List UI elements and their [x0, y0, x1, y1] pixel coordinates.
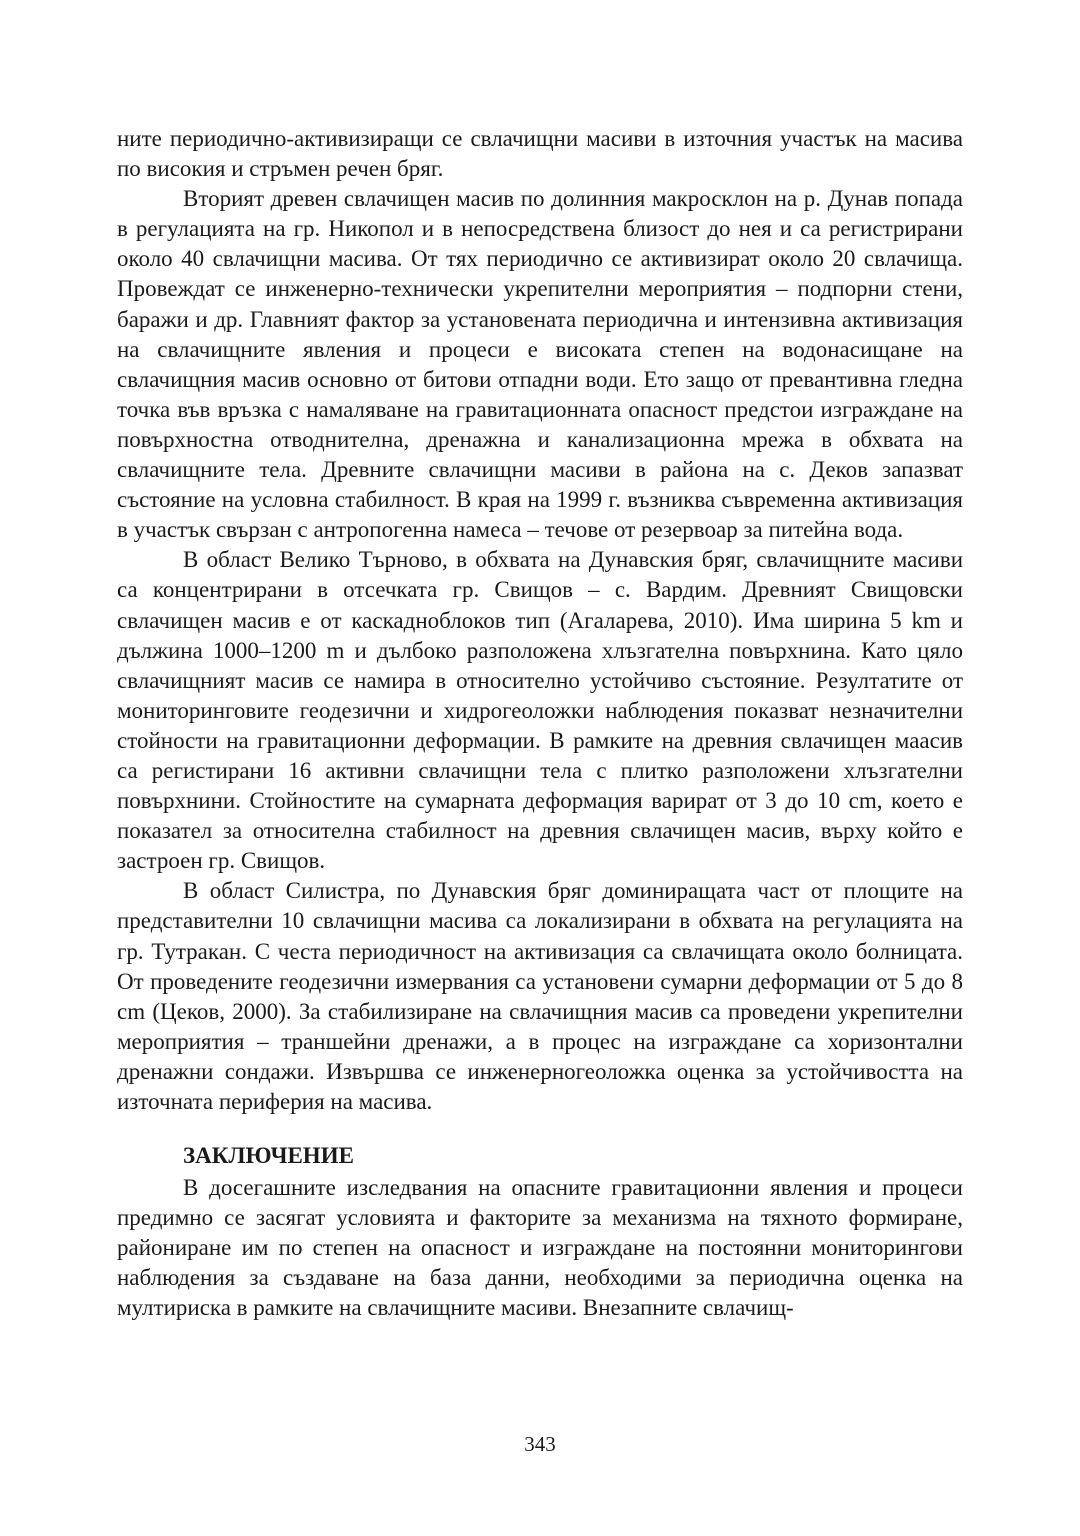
page-number: 343	[524, 1432, 556, 1456]
paragraph-conclusion: В досегашните изследвания на опасните гравитационни явления и процеси предимно се засягат условията и факторите за механизма на тяхното формиране, райониране им по степен на опасност и изграждане на постоянни мониторингови наблюдения за създаване на база данни, необходими за периодична оценка на мултириска в рамките на свлачищните масиви. Внезапните свлачищ-	[117, 1175, 963, 1321]
paragraph-veliko-tarnovo: В област Велико Търново, в обхвата на Дунавския бряг, свлачищните масиви са концентрирани в отсечката гр. Свищов – с. Вардим. Древният Свищовски свлачищен масив е от каскадноблоков тип (Агаларева, 2010). Има ширина 5 km и дължина 1000–1200 m и дълбоко разположена хлъзгателна повърхнина. Като цяло свлачищният масив се намира в относително устойчиво състояние. Резултатите от мониторинговите геодезични и хидрогеоложки наблюдения показват незначителни стойности на гравитационни деформации. В рамките на древния свлачищен маасив са регистирани 16 активни свлачищни тела с плитко разположени хлъзгателни повърхнини. Стойностите на сумарната деформация варират от 3 до 10 cm, което е показател за относителна стабилност на древния свлачищен масив, върху който е застроен гр. Свищов.	[117, 547, 963, 874]
paragraph-continuation: ните периодично-активизиращи се свлачищни масиви в източния участък на масива по високия и стръмен речен бряг.	[117, 126, 963, 182]
paragraph-silistra: В област Силистра, по Дунавския бряг доминиращата част от площите на представителни 10 свлачищни масива са локализирани в обхвата на регулацията на гр. Тутракан. С честа периодичност на активизация са свлачищата около болницата. От проведените геодезични измервания са установени сумарни деформации от 5 до 8 cm (Цеков, 2000). За стабилизиране на свлачищния масив са проведени укрепителни мероприятия – траншейни дренажи, а в процес на изграждане са хоризонтални дренажни сондажи. Извършва се инженерногеоложка оценка за устойчивостта на източната периферия на масива.	[117, 878, 963, 1114]
body-text	[117, 124, 963, 1324]
section-heading-conclusion: ЗАКЛЮЧЕНИЕ	[183, 1143, 354, 1169]
paragraph-nikopol: Вторият древен свлачищен масив по долинния макросклон на р. Дунав попада в регулацията на гр. Никопол и в непосредствена близост до нея и са регистрирани около 40 свлачищни масива. От тях периодично се активизират около 20 свлачища. Провеждат се инженерно-технически укрепителни мероприятия – подпорни стени, баражи и др. Главният фактор за установената периодична и интензивна активизация на свлачищните явления и процеси е високата степен на водонасищане на свлачищния масив основно от битови отпадни води. Ето защо от превантивна гледна точка във връзка с намаляване на гравитационната опасност предстои изграждане на повърхностна отводнителна, дренажна и канализационна мрежа в обхвата на свлачищните тела. Древните свлачищни масиви в района на с. Деков запазват състояние на условна стабилност. В края на 1999 г. възниква съвременна активизация в участък свързан с антропогенна намеса – течове от резервоар за питейна вода.	[117, 186, 963, 543]
